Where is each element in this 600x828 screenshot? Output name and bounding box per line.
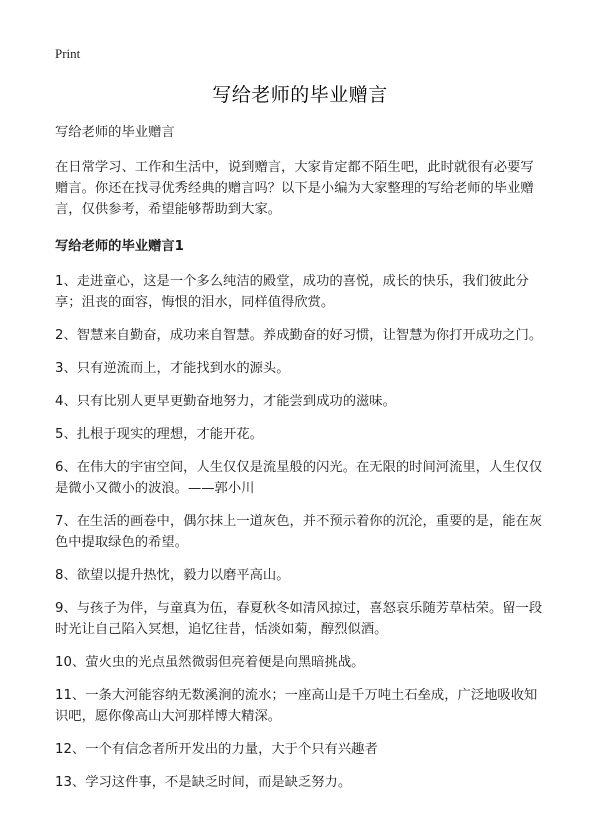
list-item: 1、走进童心，这是一个多么纯洁的殿堂，成功的喜悦，成长的快乐，我们彼此分享；沮丧的面容，悔恨的泪水，同样值得欣赏。 xyxy=(55,274,529,310)
list-item: 10、萤火虫的光点虽然微弱但亮着便是向黑暗挑战。 xyxy=(55,655,365,670)
list-item: 8、欲望以提升热忱，毅力以磨平高山。 xyxy=(55,568,290,583)
list-item: 4、只有比别人更早更勤奋地努力，才能尝到成功的滋味。 xyxy=(55,394,396,409)
print-link[interactable]: Print xyxy=(55,46,81,61)
list-item: 9、与孩子为伴，与童真为伍，春夏秋冬如清风掠过，喜怒哀乐随芳草枯荣。留一段时光让自己陷入冥想，追忆往昔，恬淡如菊，醇烈似酒。 xyxy=(55,601,543,637)
list-item: 11、一条大河能容纳无数溪涧的流水；一座高山是千万吨土石垒成，广泛地吸收知识吧，愿你像高山大河那样博大精深。 xyxy=(55,688,538,724)
list-item: 7、在生活的画卷中，偶尔抹上一道灰色，并不预示着你的沉沦，重要的是，能在灰色中提取绿色的希望。 xyxy=(55,514,543,550)
list-item: 13、学习这件事，不是缺乏时间，而是缺乏努力。 xyxy=(55,775,352,790)
article-intro: 在日常学习、工作和生活中，说到赠言，大家肯定都不陌生吧，此时就很有必要写赠言。你还在找寻优秀经典的赠言吗？以下是小编为大家整理的写给老师的毕业赠言，仅供参考，希望能够帮助到大家。 xyxy=(55,160,534,217)
list-item: 2、智慧来自勤奋，成功来自智慧。养成勤奋的好习惯，让智慧为你打开成功之门。 xyxy=(55,328,543,343)
list-item: 6、在伟大的宇宙空间，人生仅仅是流星般的闪光。在无限的时间河流里，人生仅仅是微小又微小的波浪。——郭小川 xyxy=(55,460,543,496)
section-heading: 写给老师的毕业赠言1 xyxy=(55,239,184,254)
list-item: 3、只有逆流而上，才能找到水的源头。 xyxy=(55,361,290,376)
list-item: 5、扎根于现实的理想，才能开花。 xyxy=(55,427,263,442)
list-item: 12、一个有信念者所开发出的力量，大于个只有兴趣者 xyxy=(55,742,378,757)
quote-list xyxy=(55,271,545,793)
article-body xyxy=(55,122,545,805)
page-title: 写给老师的毕业赠言 xyxy=(212,84,388,106)
article-subtitle: 写给老师的毕业赠言 xyxy=(55,125,175,140)
